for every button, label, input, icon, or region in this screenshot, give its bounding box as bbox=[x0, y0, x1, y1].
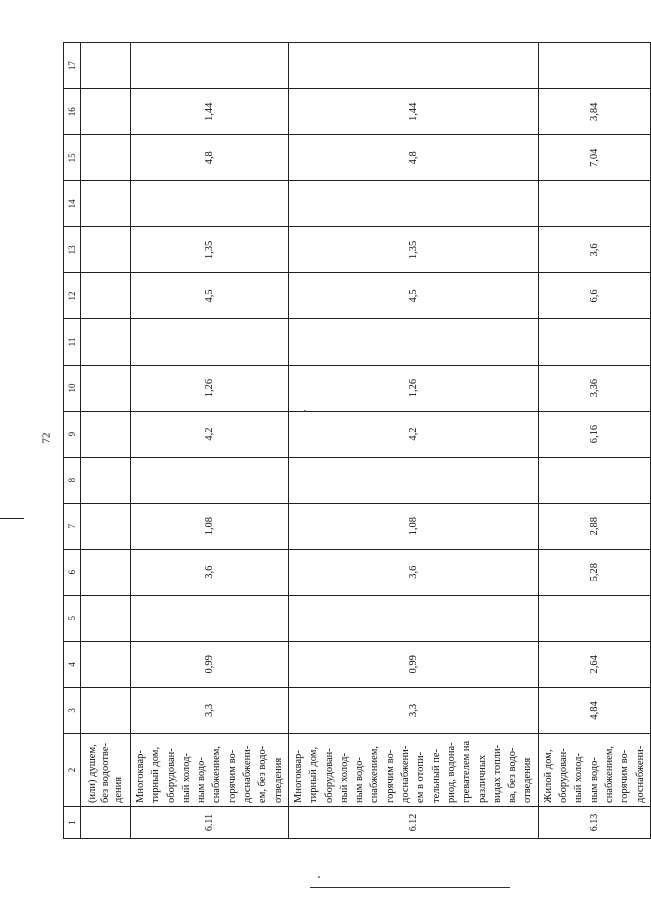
row-id: 6.13 bbox=[538, 806, 650, 838]
table-cell bbox=[81, 227, 131, 273]
table-cell: 4,2 bbox=[131, 411, 289, 457]
table-cell: 4,5 bbox=[131, 273, 289, 319]
table-cell bbox=[288, 457, 538, 503]
table-cell: 4,84 bbox=[538, 687, 650, 733]
table-cell: 3,3 bbox=[131, 687, 289, 733]
table-cell bbox=[81, 319, 131, 365]
table-cell: 1,44 bbox=[131, 89, 289, 135]
table-cell bbox=[81, 135, 131, 181]
column-number: 16 bbox=[64, 89, 81, 135]
table-cell bbox=[81, 273, 131, 319]
column-number: 11 bbox=[64, 319, 81, 365]
table-cell bbox=[131, 319, 289, 365]
tariff-table bbox=[63, 42, 651, 839]
table-row bbox=[81, 43, 131, 839]
table-cell: 3,36 bbox=[538, 365, 650, 411]
table-cell bbox=[81, 503, 131, 549]
table-cell bbox=[288, 181, 538, 227]
table-cell: 6,16 bbox=[538, 411, 650, 457]
page-number: 72 bbox=[40, 432, 52, 444]
column-number: 5 bbox=[64, 595, 81, 641]
column-number: 2 bbox=[64, 733, 81, 806]
speck bbox=[318, 876, 320, 878]
column-number: 10 bbox=[64, 365, 81, 411]
table-cell: 6,6 bbox=[538, 273, 650, 319]
table-cell bbox=[288, 43, 538, 89]
rotated-table-container bbox=[63, 42, 646, 839]
table-cell: 4,8 bbox=[288, 135, 538, 181]
table-cell bbox=[131, 181, 289, 227]
table-cell: 3,6 bbox=[538, 227, 650, 273]
table-cell: 1,35 bbox=[131, 227, 289, 273]
table-cell: 1,26 bbox=[131, 365, 289, 411]
row-description: Жилой дом, оборудован-ный холод-ным водо-снабжением, горячим во-доснабжени- bbox=[538, 733, 650, 806]
table-cell bbox=[81, 641, 131, 687]
column-number: 8 bbox=[64, 457, 81, 503]
column-number: 7 bbox=[64, 503, 81, 549]
column-number: 4 bbox=[64, 641, 81, 687]
table-row bbox=[131, 43, 289, 839]
table-cell: 2,64 bbox=[538, 641, 650, 687]
bottom-rule bbox=[310, 887, 510, 888]
table-cell: 0,99 bbox=[288, 641, 538, 687]
column-number: 6 bbox=[64, 549, 81, 595]
table-cell bbox=[131, 595, 289, 641]
row-id: 6.12 bbox=[288, 806, 538, 838]
table-cell bbox=[538, 595, 650, 641]
column-number: 3 bbox=[64, 687, 81, 733]
table-cell: 4,2 bbox=[288, 411, 538, 457]
row-id: 6.11 bbox=[131, 806, 289, 838]
table-cell bbox=[81, 457, 131, 503]
column-number: 15 bbox=[64, 135, 81, 181]
table-cell bbox=[81, 411, 131, 457]
table-cell bbox=[81, 365, 131, 411]
column-number: 17 bbox=[64, 43, 81, 89]
table-cell bbox=[288, 319, 538, 365]
table-cell: 4,8 bbox=[131, 135, 289, 181]
table-cell: 1,08 bbox=[288, 503, 538, 549]
table-cell bbox=[538, 319, 650, 365]
column-number: 13 bbox=[64, 227, 81, 273]
table-cell: 0,99 bbox=[131, 641, 289, 687]
table-cell: 7,04 bbox=[538, 135, 650, 181]
table-cell: 1,35 bbox=[288, 227, 538, 273]
left-margin-rule bbox=[0, 518, 24, 519]
row-description: (или) душем, без водоотве-дения bbox=[81, 733, 131, 806]
table-cell bbox=[131, 43, 289, 89]
table-cell: 3,3 bbox=[288, 687, 538, 733]
table-cell: 3,6 bbox=[288, 549, 538, 595]
table-cell: 1,08 bbox=[131, 503, 289, 549]
table-cell: 3,6 bbox=[131, 549, 289, 595]
table-cell bbox=[81, 549, 131, 595]
column-number: 14 bbox=[64, 181, 81, 227]
table-row bbox=[538, 43, 650, 839]
table-cell: 1,44 bbox=[288, 89, 538, 135]
table-cell bbox=[538, 181, 650, 227]
table-cell bbox=[81, 687, 131, 733]
table-cell bbox=[81, 43, 131, 89]
table-cell: 5,28 bbox=[538, 549, 650, 595]
column-number-row bbox=[64, 43, 81, 839]
table-cell: 3,84 bbox=[538, 89, 650, 135]
row-id bbox=[81, 806, 131, 838]
table-cell: 1,26 bbox=[288, 365, 538, 411]
row-description: Многоквар-тирный дом, оборудован-ный холод-ным водо-снабжением, горячим во-доснабжени-ем, без водо-отведения bbox=[131, 733, 289, 806]
table-row bbox=[288, 43, 538, 839]
table-cell bbox=[288, 595, 538, 641]
table-cell bbox=[81, 595, 131, 641]
table-cell bbox=[538, 457, 650, 503]
table-cell bbox=[81, 89, 131, 135]
column-number: 12 bbox=[64, 273, 81, 319]
table-cell: 2,88 bbox=[538, 503, 650, 549]
table-cell: 4,5 bbox=[288, 273, 538, 319]
column-number: 9 bbox=[64, 411, 81, 457]
table-cell bbox=[538, 43, 650, 89]
table-cell bbox=[131, 457, 289, 503]
row-description: Многоквар-тирный дом, оборудован-ный холод-ным водо-снабжением, горячим во-доснабжени-ем в отопи-тельный пе-риод, водона-гревателем на различных видах топли-ва, без водо-отведения bbox=[288, 733, 538, 806]
column-number: 1 bbox=[64, 806, 81, 838]
table-cell bbox=[81, 181, 131, 227]
